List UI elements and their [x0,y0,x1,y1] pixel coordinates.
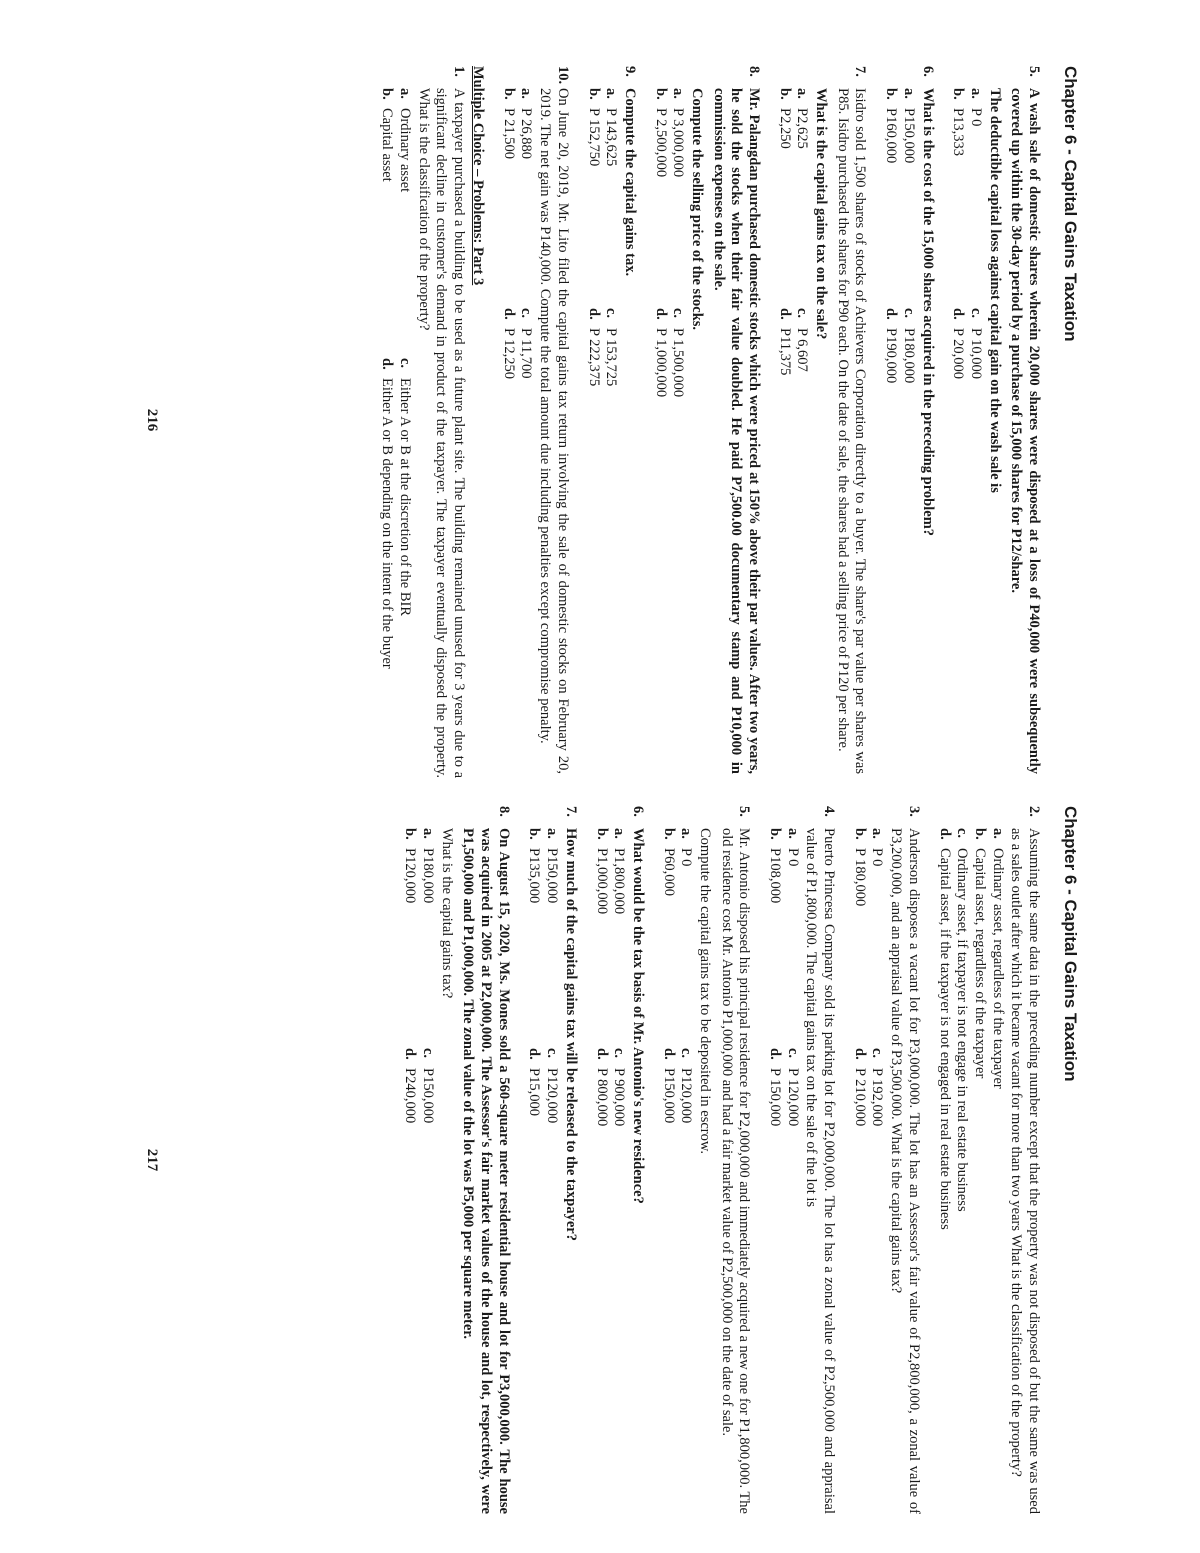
page-number: 216 [144,408,160,432]
question-stem: What is the cost of the 15,000 shares acquired in the preceding problem? [919,88,936,537]
chapter-title: Chapter 6 - Capital Gains Taxation [1061,66,1080,342]
question-7 [525,806,579,1514]
question-stem: On August 15, 2020, Ms. Mones sold a 560-square meter residential house and lot for P3,000,000. The house was acquired in 2005 at P2,000,000. The Assessor's fair market values of the house and lot, respectively, were P1,500,000 and P1,000,000. The zonal value of the lot was P5,000 per square meter. [460,828,512,1514]
choices: a. Ordinary asset, regardless of the taxpayer b. Capital asset, regardless of the taxpayer c. Ordinary asset, if taxpayer is not engage in real estate business d. Capital asset, if the taxpayer is not engaged in real estate business [936,828,1006,1230]
question-number: 8. [746,66,763,77]
choice-c: P150,000 [420,1068,437,1124]
choice-c: P180,000 [900,328,917,384]
question-5 [659,806,752,1514]
choice-a: P1,800,000 [611,848,628,915]
choice-a: P 0 [678,848,695,867]
question-10 [499,66,571,774]
choice-b: Capital asset [379,108,396,182]
question-stem: Assuming the same data in the preceding number except that the property was not disposed of but the same was used as a sales outlet after which it became vacant for more than two years What is the classification of the property? [1008,828,1042,1514]
question-number: 8. [495,806,512,817]
question-prompt: Compute the capital gains tax to be deposited in escrow. [697,828,713,1155]
choices: a. P 3,000,000 c. P 1,500,000 b. P 2,500,000 d. P 1,000,000 [652,88,687,398]
question-7 [775,66,868,774]
choice-d: P 150,000 [767,1068,784,1127]
question-number: 10. [554,66,571,85]
choice-c: Either A or B at the discretion of the BIR [397,378,414,616]
question-stem: How much of the capital gains tax will be released to the taxpayer? [562,828,579,1241]
choice-d: Capital asset, if the taxpayer is not engaged in real estate business [936,848,953,1230]
choice-d: P150,000 [660,1068,677,1124]
choice-d: P11,375 [776,328,793,376]
question-number: 3. [905,806,922,817]
choice-a: P 143,625 [603,108,620,167]
section-heading: Multiple Choice – Problems: Part 3 [470,66,487,286]
choices: a. Ordinary asset c. Either A or B at the discretion of the BIR b. Capital asset d. Either A or B depending on the intent of the buyer [379,88,414,669]
choice-b: P135,000 [526,848,543,904]
question-number: 6. [919,66,936,77]
choice-c: P 11,700 [518,328,535,379]
question-number: 4. [821,806,838,817]
choices: a. P 143,625 c. P 153,725 b. P 152,750 d. P 222,375 [585,88,620,387]
choice-b: P108,000 [767,848,784,904]
choice-d: P 20,000 [950,328,967,380]
choice-c: P 10,000 [967,328,984,380]
choice-b: P 180,000 [851,848,868,907]
choice-c: P 120,000 [784,1068,801,1127]
question-stem: On June 20, 2019, Mr. Lito filed the capital gains tax return involving the sale of domestic stocks on February 20, 2019. The net gain was P140,000. Compute the total amount due including penalties except compromise penalty. [537,88,571,774]
choice-b: P 2,500,000 [652,108,669,178]
question-number: 5. [736,806,753,817]
question-9 [584,66,638,774]
choice-c: P 192,000 [869,1068,886,1127]
choice-d: P 800,000 [593,1068,610,1127]
choice-b: P1,000,000 [593,848,610,915]
choice-a: P2,625 [794,108,811,149]
choice-b: P60,000 [660,848,677,896]
page-216 [120,60,1080,780]
choice-d: Either A or B depending on the intent of the buyer [379,378,396,669]
question-stem: Compute the capital gains tax. [621,88,638,277]
choice-d: P 12,250 [500,328,517,380]
choices: a. P 0 c. P 10,000 b. P13,333 d. P 20,000 [950,88,984,380]
choice-a: P 0 [967,108,984,127]
chapter-title: Chapter 6 - Capital Gains Taxation [1061,806,1080,1082]
question-8 [651,66,762,774]
question-number: 9. [621,66,638,77]
question-6 [592,806,646,1514]
choice-c: P120,000 [544,1068,561,1124]
choice-a: P150,000 [544,848,561,904]
question-stem: What would be the tax basis of Mr. Antonio's new residence? [629,828,646,1204]
choice-a: P 0 [784,848,801,867]
choice-c: Ordinary asset, if taxpayer is not engage in real estate business [954,848,971,1212]
question-5 [949,66,1042,774]
question-stem: Puerto Princesa Company sold its parking lot for P2,000,000. The lot has a zonal value of P2,500,000 and appraisal value of P1,800,000. The capital gains tax on the sale of the lot is [803,828,838,1514]
question-prompt: What is the capital gains tax on the sale? [813,88,830,340]
choice-b: P2,250 [776,108,793,149]
question-2 [935,806,1042,1514]
choices: a. P1,800,000 c. P 900,000 b. P1,000,000 d. P 800,000 [593,828,628,1127]
choices: a. P150,000 c. P120,000 b. P135,000 d. P15,000 [526,828,561,1124]
question-4 [765,806,837,1514]
question-stem: A wash sale of domestic shares wherein 20,000 shares were disposed at a loss of P40,000 were subsequently covered up within the 30-day period by a purchase of 15,000 shares for P12/share. [1008,88,1042,774]
choice-b: P160,000 [883,108,900,164]
question-number: 7. [562,806,579,817]
choice-d: P240,000 [402,1068,419,1124]
question-number: 2. [1026,806,1042,817]
choice-c: P 153,725 [603,328,620,387]
choice-b: P 21,500 [500,108,517,160]
question-stem: A taxpayer purchased a building to be used as a future plant site. The building remained unused for 3 years due to a significant decline in customer's demand in product of the taxpayer. The taxpayer eventually disposed the property. What is the classification of the property? [415,88,468,778]
question-stem: Mr. Antonio disposed his principal residence for P2,000,000 and immediately acquired a new one for P1,800,000. The old residence cost Mr. Antonio P1,000,000 and had a fair market value of P2,500,000 on the date of sale. [718,828,753,1514]
choice-a: Ordinary asset [397,108,414,193]
choice-c: P 6,607 [794,328,811,372]
question-8 [401,806,512,1514]
question-number: 5. [1026,66,1042,77]
choice-a: P 0 [869,848,886,867]
choices: a. P150,000 c. P180,000 b. P160,000 d. P190,000 [883,88,917,384]
choice-d: P15,000 [526,1068,543,1116]
choices: a. P 0 c. P120,000 b. P60,000 d. P150,000 [660,828,695,1124]
choice-b: P120,000 [402,848,419,904]
choice-c: P120,000 [678,1068,695,1124]
choice-a: P 3,000,000 [670,108,687,178]
question-6 [882,66,936,774]
question-prompt: Compute the selling price of the stocks. [689,88,705,331]
page-number: 217 [144,1148,160,1172]
choice-a: P 26,880 [518,108,535,160]
choices: a. P 26,880 c. P 11,700 b. P 21,500 d. P 12,250 [500,88,535,380]
choice-a: Ordinary asset, regardless of the taxpayer [989,848,1006,1089]
question-number: 1. [451,66,468,77]
question-prompt: What is the capital gains tax? [438,828,455,999]
question-3 [850,806,922,1514]
choice-d: P190,000 [883,328,900,384]
choices: a. P 0 c. P 120,000 b. P108,000 d. P 150,000 [767,828,801,1127]
choice-a: P180,000 [420,848,437,904]
choice-a: P150,000 [900,108,917,164]
choices: a. P180,000 c. P150,000 b. P120,000 d. P240,000 [402,828,437,1124]
choice-c: P 1,500,000 [670,328,687,398]
choice-b: Capital asset, regardless of the taxpayer [971,848,988,1079]
question-stem: Anderson disposes a vacant lot for P3,000,000. The lot has an Assessor's fair value of P2,800,000, a zonal value of P3,200,000, and an appraisal value of P3,500,000. What is the capital gains tax? [888,828,922,1514]
page-217 [120,800,1080,1520]
part3-question-1 [378,66,468,778]
question-stem: Isidro sold 1,500 shares of stocks of Achievers Corporation directly to a buyer. The share's par value per shares was P85. Isidro purchased the shares for P90 each. On the date of sale, the shares had a selling price of P120 per share. [834,88,869,774]
choice-d: P 210,000 [851,1068,868,1127]
choices: a. P2,625 c. P 6,607 b. P2,250 d. P11,375 [776,88,811,376]
question-stem: Mr. Palangdan purchased domestic stocks which were priced at 150% above their par values. After two years, he sold the stocks when their fair value doubled. He paid P7,500.00 documentary stamp and P10,000 in commission expenses on the sale. [710,88,763,774]
choice-d: P 1,000,000 [652,328,669,398]
question-prompt: The deductible capital loss against capital gain on the wash sale is [986,88,1003,493]
choices: a. P 0 c. P 192,000 b. P 180,000 d. P 210,000 [851,828,886,1127]
question-number: 6. [629,806,646,817]
choice-d: P 222,375 [585,328,602,387]
question-number: 7. [852,66,869,77]
choice-b: P13,333 [950,108,967,156]
choice-c: P 900,000 [611,1068,628,1127]
choice-b: P 152,750 [585,108,602,167]
